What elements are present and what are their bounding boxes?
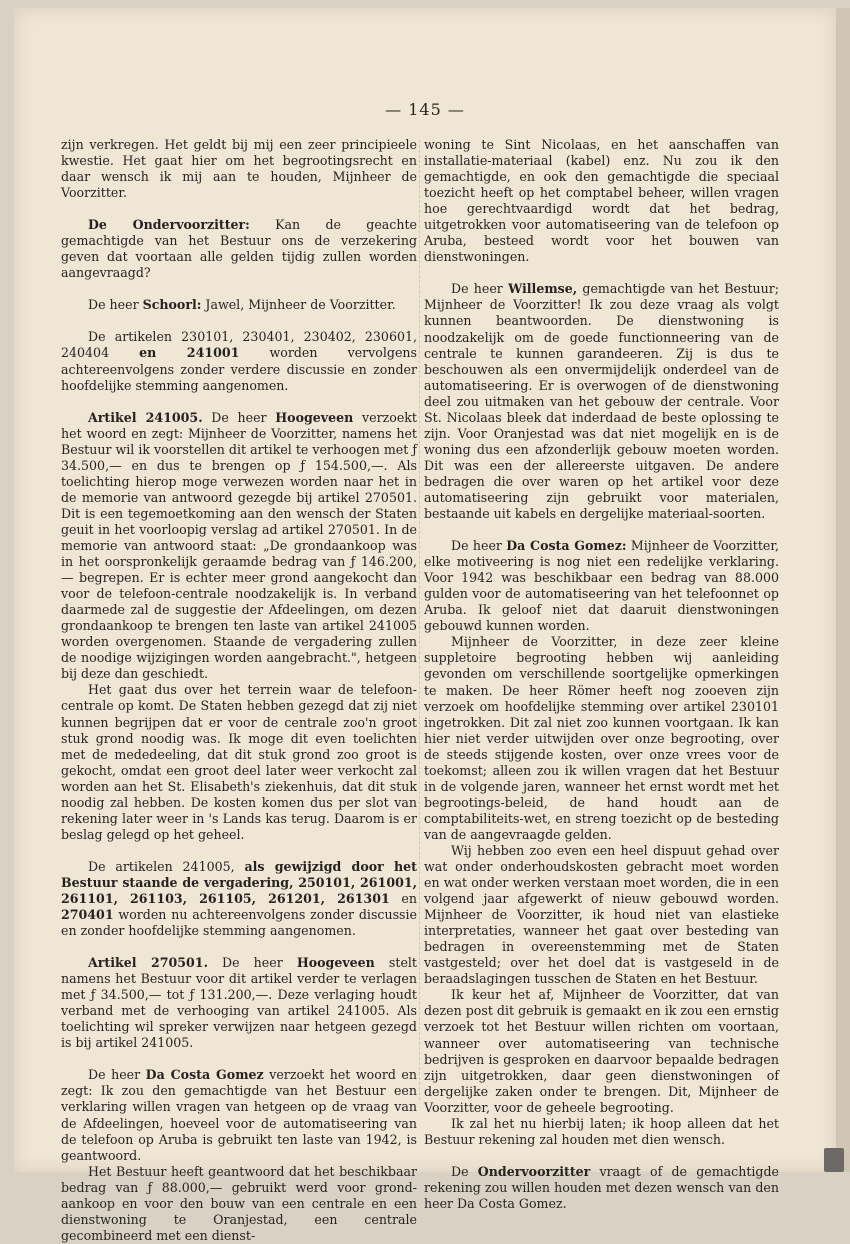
paragraph xyxy=(61,1067,417,1163)
body-text: vraagt of de gemachtigde rekening zou willen houden met dezen wensch van den heer Da Costa Gomez. xyxy=(424,1163,779,1211)
column-divider xyxy=(419,140,420,1100)
body-text: De heer xyxy=(88,297,143,313)
bold-text: Schoorl: xyxy=(142,297,202,313)
paragraph xyxy=(61,859,417,939)
paragraph xyxy=(424,281,779,522)
page-number: — 145 — xyxy=(385,100,465,119)
body-text: De artikelen 230101, 230401, 230402, 230601, 240404 xyxy=(61,329,417,361)
page-edge xyxy=(836,8,850,1172)
bold-text: Hoogeveen xyxy=(275,409,354,425)
bold-text: De Ondervoorzitter: xyxy=(88,217,250,233)
body-text: De xyxy=(451,1163,478,1179)
paragraph xyxy=(61,410,417,683)
paragraph xyxy=(424,634,779,843)
bold-text: Da Costa Gomez xyxy=(145,1067,264,1083)
body-text: gemachtigde van het Bestuur; Mijnheer de Voorzitter! Ik zou deze vraag als volgt kunnen beantwoorden. De dienstwoning is noodzakelijk om de goede functionneering van de centrale te kunnen garandeeren. Zij is dus te beschouwen als een onvermijdelijk onderdeel van de automatiseering. Er is overwogen of de dienstwoning deel zou uitmaken van het gebouw der centrale. Voor St. Nicolaas bleek dat inderdaad de beste oplossing te zijn. Voor Oranjestad was dat niet mogelijk en is de woning dus een afzonderlijk gebouw moeten worden. Dit was een der allereerste uitgaven. De andere bedragen die over waren op het artikel voor deze automatiseering zijn gebruikt voor materialen, bestaande uit kabels en dergelijke materiaal-soorten. xyxy=(424,281,779,522)
paragraph xyxy=(424,137,779,265)
body-text: en xyxy=(389,890,417,906)
paragraph xyxy=(424,843,779,987)
body-text: Mijnheer de Voorzitter, elke motiveering is nog niet een redelijke verklaring. Voor 1942 was beschikbaar een bedrag van 88.000 gulden voor de automatiseering van het telefoonnet op Aruba. Ik geloof niet dat daaruit dienstwoningen gebouwd kunnen worden. xyxy=(424,538,780,634)
body-text: De artikelen 241005, xyxy=(88,858,245,874)
body-text: zijn verkregen. Het geldt bij mij een zeer principieele kwestie. Het gaat hier om het begrootingsrecht en daar wensch ik mij aan te houden, Mijnheer de Voorzitter. xyxy=(61,137,417,201)
body-text: De heer xyxy=(451,538,507,554)
body-text: Het Bestuur heeft geantwoord dat het beschikbaar bedrag van ƒ 88.000,— gebruikt werd voor grond-aankoop en voor den bouw van een centrale en een dienstwoning te Oranjestad, een centrale gecombineerd met een dienst- xyxy=(61,1163,417,1243)
paragraph xyxy=(61,297,417,313)
bold-text: Willemse, xyxy=(508,281,578,297)
body-text: verzoekt het woord en zegt: Mijnheer de Voorzitter, namens het Bestuur wil ik voorstellen dit artikel te verhoogen met ƒ 34.500,— en dus te brengen op ƒ 154.500,—. Als toelichting hierop moge verwezen worden naar het in de memorie van antwoord gezegde bij artikel 270501. Dit is een tegemoetkoming aan den wensch der Staten geuit in het voorloopig verslag ad artikel 270501. In de memorie van antwoord staat: „De grondaankoop was in het oorspronkelijk geraamde bedrag van ƒ 146.200,— begrepen. Er is echter meer grond aangekocht dan voor de telefoon-centrale noodzakelijk is. In verband daarmede zal de suggestie der Afdeelingen, om dezen grondaankoop te brengen ten laste van artikel 241005 worden overgenomen. Staande de vergadering zullen de noodige wijzigingen worden aangebracht.", hetgeen bij deze dan geschiedt. xyxy=(61,409,417,682)
body-text: Jawel, Mijnheer de Voorzitter. xyxy=(201,297,396,313)
paragraph xyxy=(61,682,417,842)
bold-text: Artikel 241005. xyxy=(88,409,203,425)
body-text: Kan de geachte gemachtigde van het Bestuur ons de verzekering geven dat voortaan alle gelden tijdig zullen worden aangevraagd? xyxy=(61,217,417,281)
body-text: Ik keur het af, Mijnheer de Voorzitter, dat van dezen post dit gebruik is gemaakt en ik zou een ernstig verzoek tot het Bestuur willen richten om voortaan, wanneer over automatiseering van technische bedrijven is gesproken en daarvoor bepaalde bedragen zijn uitgetrokken, daar geen dienstwoningen of dergelijke zaken onder te brengen. Dit, Mijnheer de Voorzitter, voor de geheele begrooting. xyxy=(424,987,779,1115)
body-text: Mijnheer de Voorzitter, in deze zeer kleine suppletoire begrooting hebben wij aanleiding gevonden om verschillende soortgelijke opmerkingen te maken. De heer Römer heeft nog zooeven zijn verzoek om hoofdelijke stemming over artikel 230101 ingetrokken. Dit zal niet zoo kunnen voortgaan. Ik kan hier niet verder uitwijden over onze begrooting, over de steeds stijgende kosten, over onze vrees voor de toekomst; alleen zou ik willen vragen dat het Bestuur in de volgende jaren, wanneer het ernst wordt met het begrootings-beleid, de hand houdt aan de comptabiliteits-wet, en streng toezicht op de besteding van de aangevraagde gelden. xyxy=(424,634,779,842)
body-text: Ik zal het nu hierbij laten; ik hoop alleen dat het Bestuur rekening zal houden met dien wensch. xyxy=(424,1115,779,1147)
binder-tab xyxy=(824,1148,844,1172)
body-text: Het gaat dus over het terrein waar de telefoon-centrale op komt. De Staten hebben gezegd dat zij niet kunnen begrijpen dat er voor de centrale zoo'n groot stuk grond noodig was. Ik moge dit even toelichten met de mededeeling, dat dit stuk grond zoo groot is gekocht, omdat een groot deel later weer verkocht zal worden aan het St. Elisabeth's ziekenhuis, dat dit stuk noodig zal hebben. De kosten komen dus per slot van rekening later weer in 's Lands kas terug. Daarom is er beslag gelegd op het geheel. xyxy=(61,682,417,842)
paragraph xyxy=(61,955,417,1051)
body-text: verzoekt het woord en zegt: Ik zou den gemachtigde van het Bestuur een verklaring willen vragen van hetgeen op de vraag van de Afdeelingen, hoeveel voor de automatiseering van de telefoon op Aruba is gebruikt ten laste van 1942, is geantwoord. xyxy=(61,1067,417,1163)
body-text: De heer xyxy=(451,281,509,297)
body-text: woning te Sint Nicolaas, en het aanschaffen van installatie-materiaal (kabel) enz. Nu zou ik den gemachtigde, en ook den gemachtigde die speciaal toezicht heeft op het comptabel beheer, willen vragen hoe gerechtvaardigd wordt dat het bedrag, uitgetrokken voor automatiseering van de telefoon op Aruba, besteed wordt voor het bouwen van dienstwoningen. xyxy=(424,137,779,265)
paragraph xyxy=(61,217,417,281)
paragraph xyxy=(424,987,779,1115)
paragraph xyxy=(424,1116,779,1148)
paragraph xyxy=(61,137,417,201)
bold-text: als gewijzigd door het Bestuur staande de vergadering, 250101, 261001, 261101, 261103, 261105, 261201, 261301 xyxy=(61,858,417,906)
body-text: De heer xyxy=(88,1067,146,1083)
bold-text: Hoogeveen xyxy=(296,955,375,971)
bold-text: Artikel 270501. xyxy=(88,955,208,971)
body-text: worden vervolgens achtereenvolgens zonder verdere discussie en zonder hoofdelijke stemming aangenomen. xyxy=(61,345,417,393)
bold-text: Da Costa Gomez: xyxy=(506,538,627,554)
bold-text: Ondervoorzitter xyxy=(477,1163,591,1179)
paragraph xyxy=(61,329,417,393)
right-column xyxy=(424,137,779,1212)
left-column xyxy=(61,137,417,1244)
paragraph xyxy=(61,1164,417,1244)
body-text: stelt namens het Bestuur voor dit artikel verder te verlagen met ƒ 34.500,— tot ƒ 131.200,—. Deze verlaging houdt verband met de verhooging van artikel 241005. Als toelichting wil spreker verwijzen naar hetgeen gezegd is bij artikel 241005. xyxy=(61,955,417,1051)
paragraph xyxy=(424,538,779,634)
bold-text: en 241001 xyxy=(139,345,240,361)
body-text: Wij hebben zoo even een heel dispuut gehad over wat onder onderhoudskosten gebracht moet worden en wat onder werken verstaan moet worden, die in een volgend jaar afgewerkt of nieuw gebouwd worden. Mijnheer de Voorzitter, ik houd niet van elastieke interpretaties, wanneer het gaat over besteding van bedragen in overeenstemming met de Staten vastgesteld; over het doel dat is vastgeseld in de beraadslagingen tusschen de Staten en het Bestuur. xyxy=(424,842,779,987)
body-text: worden nu achtereenvolgens zonder discussie en zonder hoofdelijke stemming aangenomen. xyxy=(61,907,417,939)
body-text: De heer xyxy=(207,955,297,971)
bold-text: 270401 xyxy=(61,907,114,923)
paragraph xyxy=(424,1164,779,1212)
body-text: De heer xyxy=(202,409,276,425)
